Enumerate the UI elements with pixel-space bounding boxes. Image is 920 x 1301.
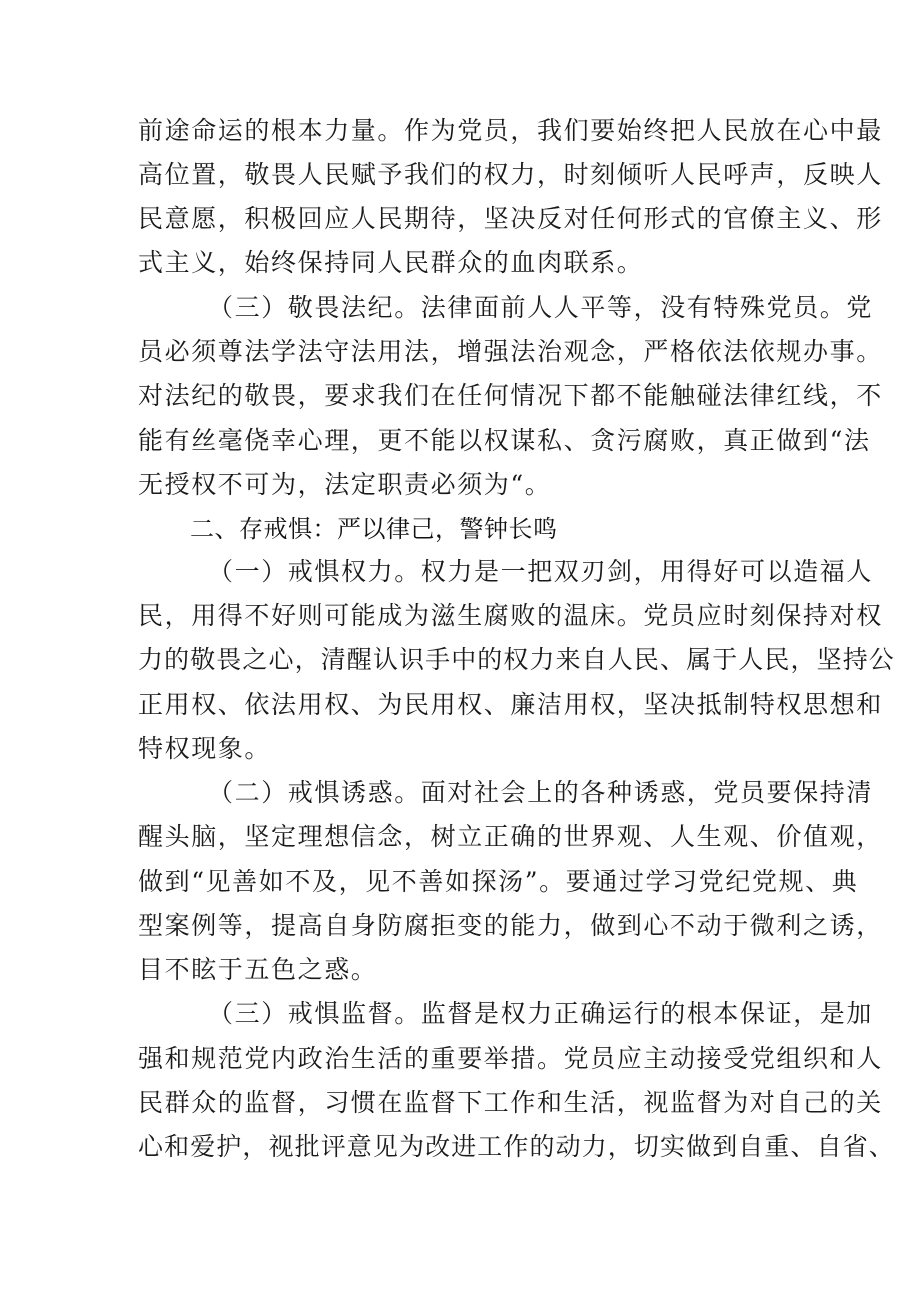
paragraph-line: 正用权、依法用权、为民用权、廉洁用权，坚决抵制特权思想和 <box>138 690 883 719</box>
paragraph-line: 目不眩于五色之惑。 <box>138 955 378 984</box>
paragraph-line: 式主义，始终保持同人民群众的血肉联系。 <box>138 248 644 277</box>
paragraph-line: （三）敬畏法纪。法律面前人人平等，没有特殊党员。党 <box>208 293 874 322</box>
paragraph-line: 无授权不可为，法定职责必须为“。 <box>138 470 552 499</box>
paragraph-line: 前途命运的根本力量。作为党员，我们要始终把人民放在心中最 <box>138 116 883 145</box>
paragraph-line: （三）戒惧监督。监督是权力正确运行的根本保证，是加 <box>208 999 874 1028</box>
paragraph-line: 对法纪的敬畏，要求我们在任何情况下都不能触碰法律红线，不 <box>138 381 883 410</box>
paragraph-line: 做到“见善如不及，见不善如探汤”。要通过学习党纪党规、典 <box>138 867 859 896</box>
paragraph-line: （二）戒惧诱惑。面对社会上的各种诱惑，党员要保持清 <box>208 778 874 807</box>
paragraph-line: 民，用得不好则可能成为滋生腐败的温床。党员应时刻保持对权 <box>138 601 883 630</box>
section-heading: 二、存戒惧：严以律己，警钟长鸣 <box>190 515 558 543</box>
paragraph-line: 心和爱护，视批评意见为改进工作的动力，切实做到自重、自省、 <box>138 1132 895 1161</box>
paragraph-line: 民群众的监督，习惯在监督下工作和生活，视监督为对自己的关 <box>138 1088 883 1117</box>
paragraph-line: 强和规范党内政治生活的重要举措。党员应主动接受党组织和人 <box>138 1044 883 1073</box>
paragraph-line: 特权现象。 <box>138 734 272 763</box>
paragraph-line: （一）戒惧权力。权力是一把双刃剑，用得好可以造福人 <box>208 557 874 586</box>
paragraph-line: 高位置，敬畏人民赋予我们的权力，时刻倾听人民呼声，反映人 <box>138 160 883 189</box>
paragraph-line: 能有丝毫侥幸心理，更不能以权谋私、贪污腐败，真正做到“法 <box>138 426 871 455</box>
paragraph-line: 民意愿，积极回应人民期待，坚决反对任何形式的官僚主义、形 <box>138 204 883 233</box>
paragraph-line: 员必须尊法学法守法用法，增强法治观念，严格依法依规办事。 <box>138 337 883 366</box>
paragraph-line: 力的敬畏之心，清醒认识手中的权力来自人民、属于人民，坚持公 <box>138 645 895 674</box>
paragraph-line: 醒头脑，坚定理想信念，树立正确的世界观、人生观、价值观， <box>138 822 883 851</box>
paragraph-line: 型案例等，提高自身防腐拒变的能力，做到心不动于微利之诱， <box>138 911 883 940</box>
